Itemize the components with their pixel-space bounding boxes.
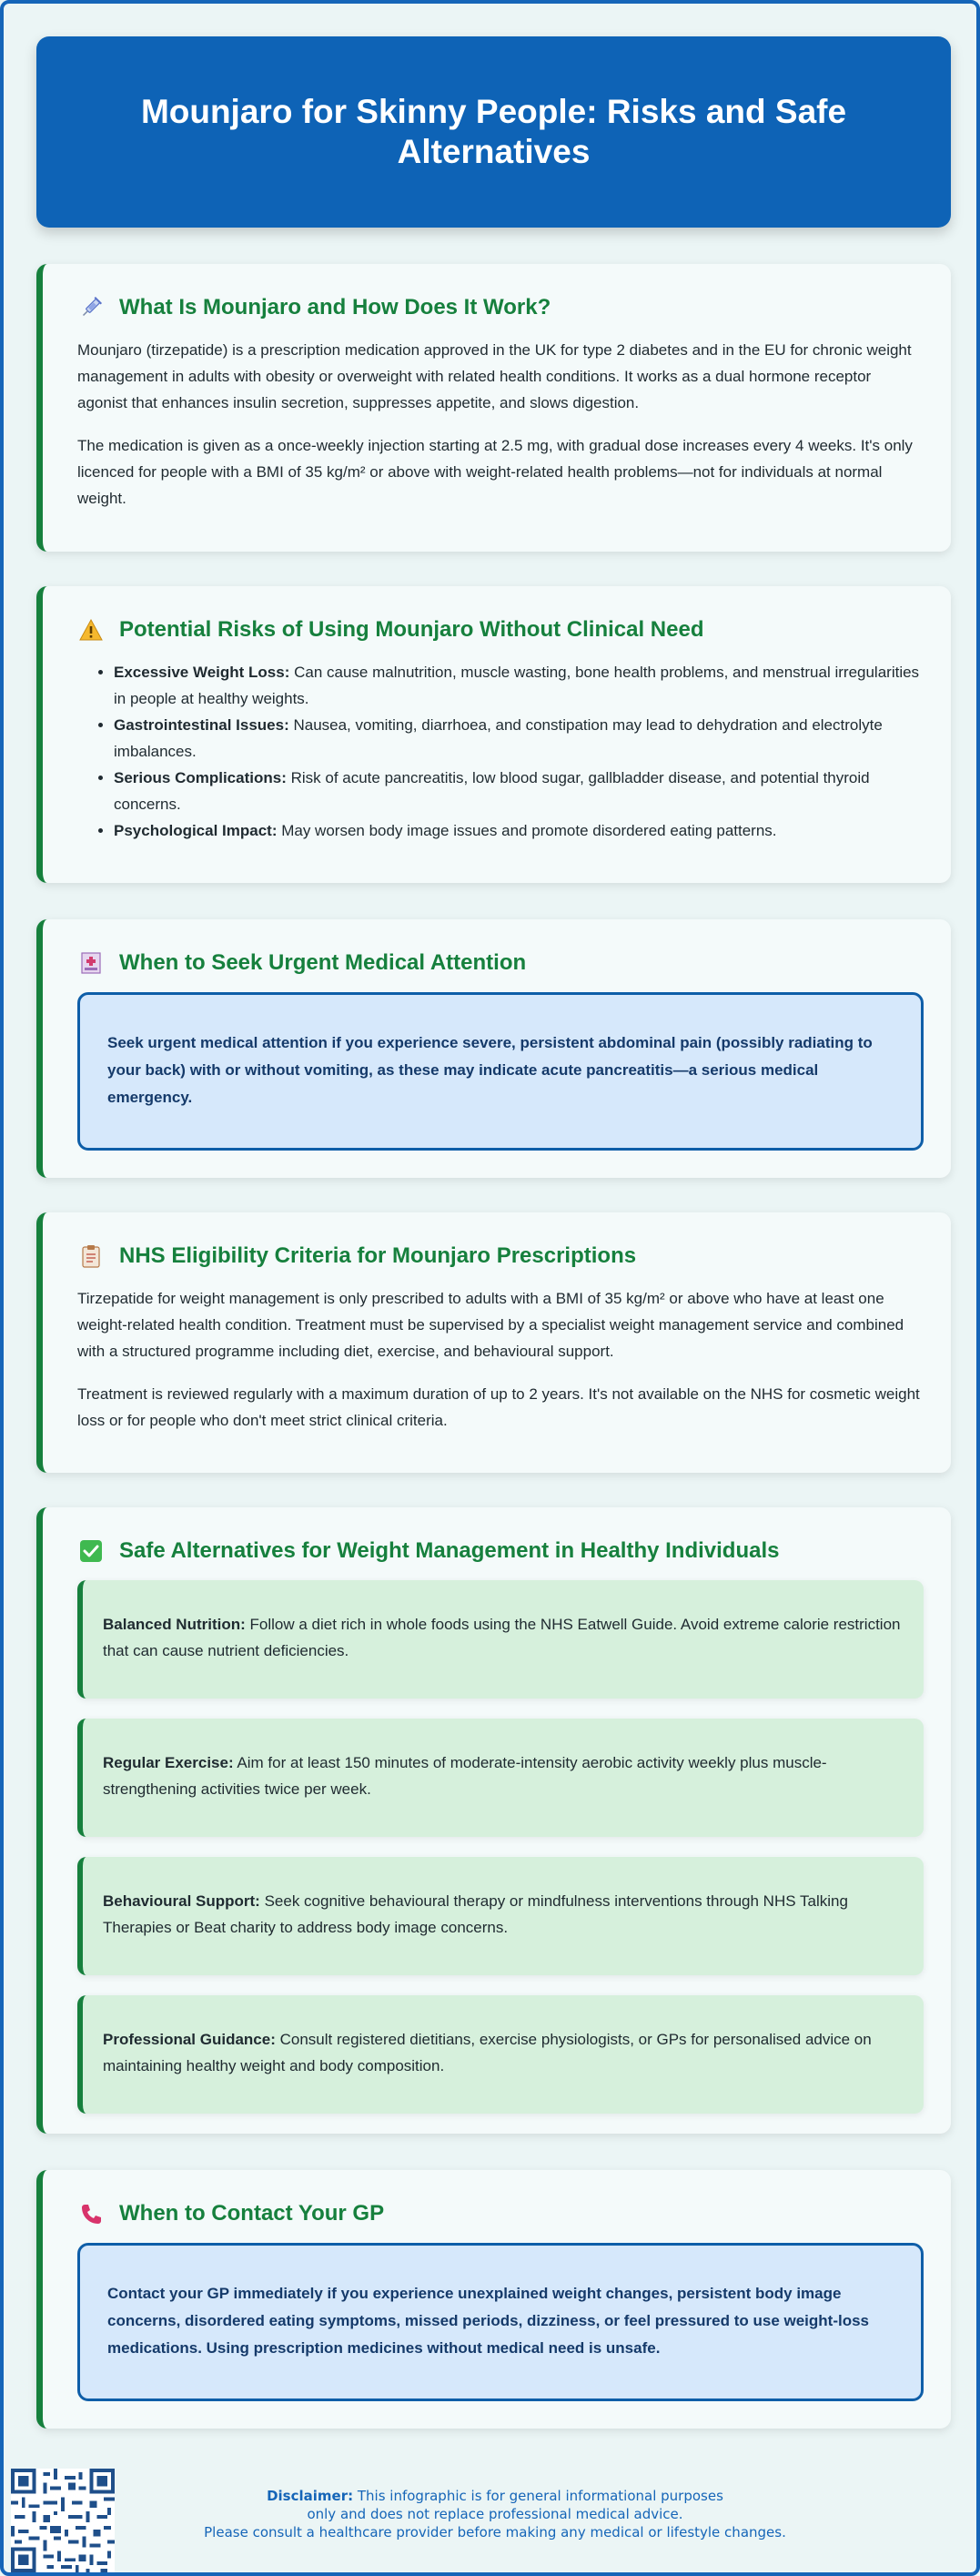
alternative-item: Behavioural Support: Seek cognitive behavioural therapy or mindfulness interventions through NHS Talking Therapies or Beat charity to address body image concerns.: [77, 1857, 924, 1975]
footer: [4, 2461, 980, 2576]
list-item: • Psychological Impact: May worsen body image issues and promote disordered eating patterns.: [114, 817, 924, 844]
section-what-is-mounjaro: [36, 264, 951, 552]
section-urgent-attention: [36, 919, 951, 1178]
warning-icon: [77, 616, 105, 644]
paragraph: The medication is given as a once-weekly injection starting at 2.5 mg, with gradual dose increases every 4 weeks. It's only licenced for people with a BMI of 35 kg/m² or above with weight-related health problems—not for individuals at normal weight.: [77, 437, 913, 507]
phone-icon: [77, 2200, 105, 2227]
section-contact-gp: [36, 2170, 951, 2429]
risk-list: [114, 659, 924, 844]
urgent-alert-box: [77, 992, 924, 1151]
gp-alert-box: [77, 2243, 924, 2401]
paragraph: Mounjaro (tirzepatide) is a prescription medication approved in the UK for type 2 diabetes and in the EU for chronic weight management in adults with obesity or overweight with related health conditions. It works as a dual hormone receptor agonist that enhances insulin secretion, suppresses appetite, and slows digestion.: [77, 341, 912, 411]
section-title: When to Seek Urgent Medical Attention: [119, 950, 527, 975]
list-item: • Gastrointestinal Issues: Nausea, vomiting, diarrhoea, and constipation may lead to dehydration and electrolyte imbalances.: [114, 712, 924, 765]
paragraph: Tirzepatide for weight management is only prescribed to adults with a BMI of 35 kg/m² or above who have at least one weight-related health condition. Treatment must be supervised by a specialist weight management service and combined with a structured programme including diet, exercise, and behavioural support.: [77, 1290, 904, 1360]
section-title: When to Contact Your GP: [119, 2201, 385, 2226]
paragraph: Treatment is reviewed regularly with a maximum duration of up to 2 years. It's not available on the NHS for cosmetic weight loss or for people who don't meet strict clinical criteria.: [77, 1385, 920, 1429]
alternative-item: Professional Guidance: Consult registered dietitians, exercise physiologists, or GPs for personalised advice on maintaining healthy weight and body composition.: [77, 1995, 924, 2114]
section-safe-alternatives: [36, 1507, 951, 2134]
clipboard-icon: [77, 1242, 105, 1270]
disclaimer: Disclaimer: This infographic is for general informational purposes only and does not replace professional medical advice. Please consult a healthcare provider before making any medical or lifestyle changes.: [204, 2488, 786, 2541]
section-title: Safe Alternatives for Weight Management in Healthy Individuals: [119, 1538, 780, 1563]
check-box-icon: [77, 1537, 105, 1565]
section-nhs-eligibility: [36, 1212, 951, 1473]
section-potential-risks: [36, 586, 951, 883]
page-header: [36, 36, 951, 228]
page-title: Mounjaro for Skinny People: Risks and Safe Alternatives: [140, 93, 847, 170]
alert-text: Seek urgent medical attention if you experience severe, persistent abdominal pain (possibly radiating to your back) with or without vomiting, as these may indicate acute pancreatitis—a serious medical emergency.: [107, 1034, 873, 1106]
alternative-item: Regular Exercise: Aim for at least 150 minutes of moderate-intensity aerobic activity weekly plus muscle-strengthening activities twice per week.: [77, 1719, 924, 1837]
alert-text: Contact your GP immediately if you experience unexplained weight changes, persistent body image concerns, disordered eating symptoms, missed periods, dizziness, or feel pressured to use weight-loss medications. Using prescription medicines without medical need is unsafe.: [107, 2285, 870, 2357]
list-item: • Serious Complications: Risk of acute pancreatitis, low blood sugar, gallbladder disease, and potential thyroid concerns.: [114, 765, 924, 817]
section-title: NHS Eligibility Criteria for Mounjaro Prescriptions: [119, 1243, 637, 1268]
section-title: What Is Mounjaro and How Does It Work?: [119, 295, 551, 319]
syringe-icon: [77, 294, 105, 321]
qr-code-icon: [11, 2469, 115, 2572]
hospital-icon: [77, 949, 105, 977]
list-item: • Excessive Weight Loss: Can cause malnutrition, muscle wasting, bone health problems, and menstrual irregularities in people at healthy weights.: [114, 659, 924, 712]
alternative-item: Balanced Nutrition: Follow a diet rich in whole foods using the NHS Eatwell Guide. Avoid extreme calorie restriction that can cause nutrient deficiencies.: [77, 1580, 924, 1699]
section-title: Potential Risks of Using Mounjaro Without Clinical Need: [119, 617, 704, 642]
